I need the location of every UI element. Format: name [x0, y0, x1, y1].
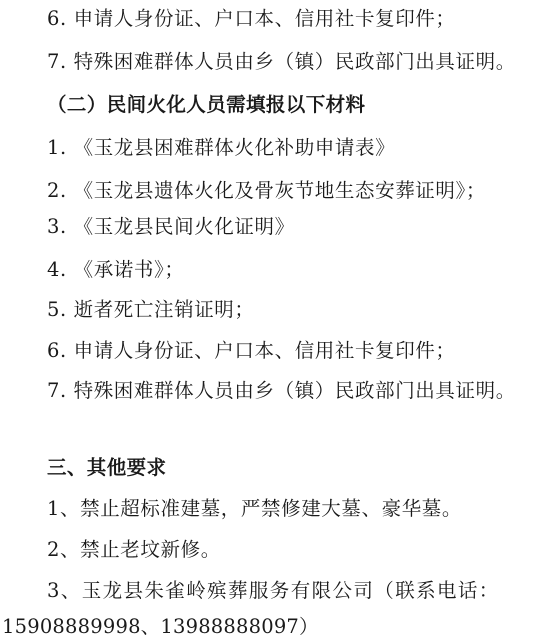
list-item: 1. 《玉龙县困难群体火化补助申请表》 [47, 136, 396, 159]
list-item: 5. 逝者死亡注销证明； [47, 298, 255, 321]
list-item: 6. 申请人身份证、户口本、信用社卡复印件； [47, 7, 456, 30]
subsection-heading: （二）民间火化人员需填报以下材料 [47, 93, 366, 116]
contact-phone-line: 15908889998、13988888097） [2, 615, 319, 638]
list-item: 2. 《玉龙县遗体火化及骨灰节地生态安葬证明》； [47, 179, 486, 202]
list-item: 4. 《承诺书》； [47, 258, 185, 281]
list-item: 3、玉龙县朱雀岭殡葬服务有限公司（联系电话： [47, 579, 500, 602]
section-heading: 三、其他要求 [47, 456, 167, 479]
list-item: 3. 《玉龙县民间火化证明》 [47, 215, 295, 238]
list-item: 7. 特殊困难群体人员由乡（镇）民政部门出具证明。 [47, 379, 516, 402]
list-item: 1、禁止超标准建墓，严禁修建大墓、豪华墓。 [47, 497, 463, 520]
list-item: 7. 特殊困难群体人员由乡（镇）民政部门出具证明。 [47, 50, 516, 73]
list-item: 2、禁止老坟新修。 [47, 538, 221, 561]
list-item: 6. 申请人身份证、户口本、信用社卡复印件； [47, 339, 456, 362]
